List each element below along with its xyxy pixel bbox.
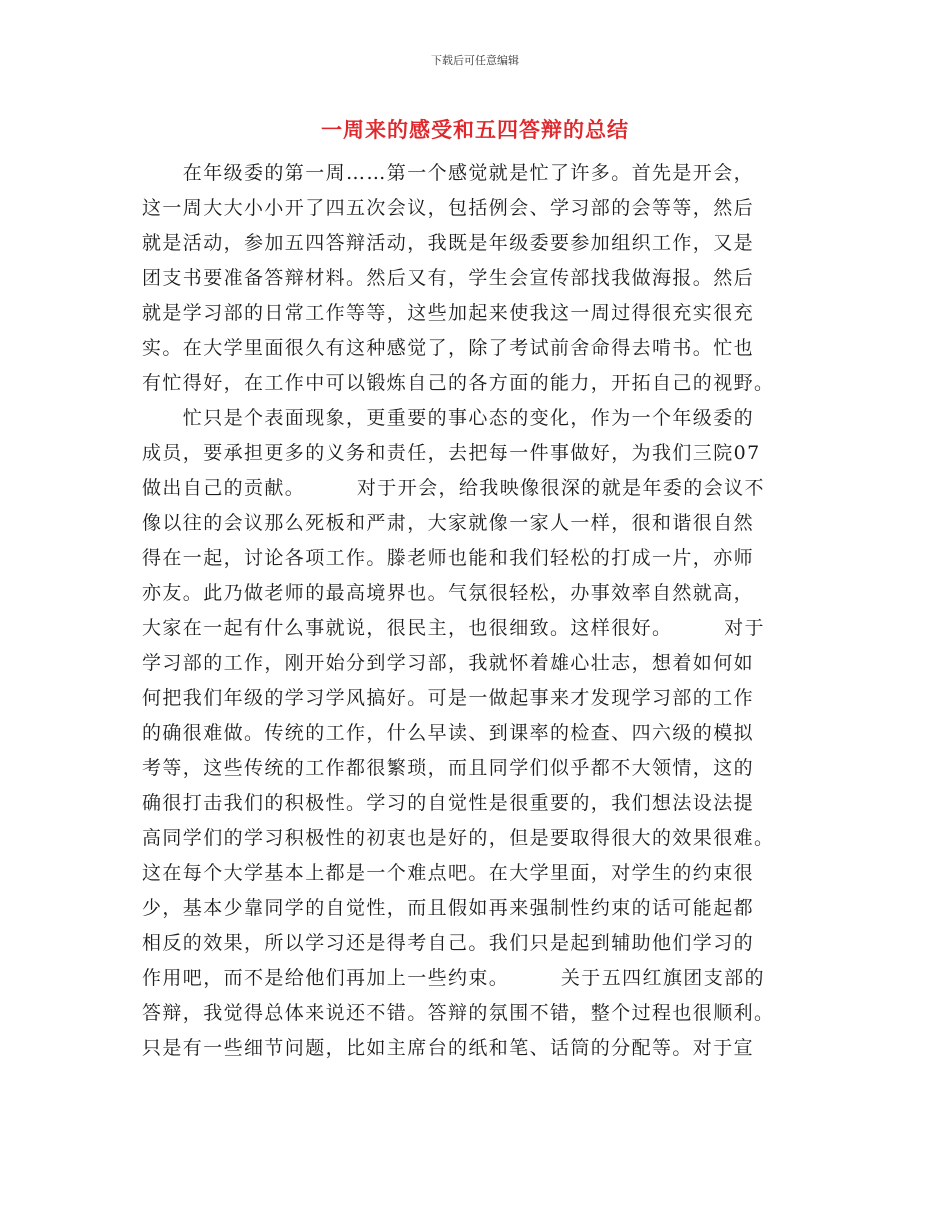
body-line: 实。在大学里面很久有这种感觉了，除了考试前舍命得去啃书。忙也	[142, 337, 755, 359]
body-line: 高同学们的学习积极性的初衷也是好的，但是要取得很大的效果很难。	[142, 827, 775, 849]
body-line: 像以往的会议那么死板和严肃，大家就像一家人一样，很和谐很自然	[142, 512, 755, 534]
body-line: 有忙得好，在工作中可以锻炼自己的各方面的能力，开拓自己的视野。	[142, 372, 775, 394]
body-line: 在年级委的第一周……第一个感觉就是忙了许多。首先是开会，	[142, 162, 755, 184]
body-line: 这一周大大小小开了四五次会议，包括例会、学习部的会等等，然后	[142, 197, 755, 219]
body-line: 相反的效果，所以学习还是得考自己。我们只是起到辅助他们学习的	[142, 932, 755, 954]
body-line: 做出自己的贡献。 对于开会，给我映像很深的就是年委的会议不	[142, 477, 765, 499]
body-line: 就是学习部的日常工作等等，这些加起来使我这一周过得很充实很充	[142, 302, 755, 324]
body-line: 得在一起，讨论各项工作。滕老师也能和我们轻松的打成一片，亦师	[142, 547, 755, 569]
body-line: 大家在一起有什么事就说，很民主，也很细致。这样很好。 对于	[142, 617, 765, 639]
body-line: 只是有一些细节问题，比如主席台的纸和笔、话筒的分配等。对于宣	[142, 1037, 755, 1059]
body-line: 忙只是个表面现象，更重要的事心态的变化，作为一个年级委的	[142, 407, 755, 429]
body-line: 答辩，我觉得总体来说还不错。答辩的氛围不错，整个过程也很顺利。	[142, 1002, 775, 1024]
body-line: 成员，要承担更多的义务和责任，去把每一件事做好，为我们三院07	[142, 442, 761, 464]
body-line: 考等，这些传统的工作都很繁琐，而且同学们似乎都不大领情，这的	[142, 757, 755, 779]
body-line: 学习部的工作，刚开始分到学习部，我就怀着雄心壮志，想着如何如	[142, 652, 755, 674]
body-line: 的确很难做。传统的工作，什么早读、到课率的检查、四六级的模拟	[142, 722, 755, 744]
body-line: 少，基本少靠同学的自觉性，而且假如再来强制性约束的话可能起都	[142, 897, 755, 919]
body-line: 团支书要准备答辩材料。然后又有，学生会宣传部找我做海报。然后	[142, 267, 755, 289]
document-title: 一周来的感受和五四答辩的总结	[321, 117, 629, 142]
page-header: 下载后可任意编辑	[431, 54, 519, 67]
body-line: 作用吧，而不是给他们再加上一些约束。 关于五四红旗团支部的	[142, 967, 765, 989]
body-line: 就是活动，参加五四答辩活动，我既是年级委要参加组织工作，又是	[142, 232, 755, 254]
body-line: 何把我们年级的学习学风搞好。可是一做起事来才发现学习部的工作	[142, 687, 755, 709]
body-line: 这在每个大学基本上都是一个难点吧。在大学里面，对学生的约束很	[142, 862, 755, 884]
body-line: 亦友。此乃做老师的最高境界也。气氛很轻松，办事效率自然就高，	[142, 582, 755, 604]
body-line: 确很打击我们的积极性。学习的自觉性是很重要的，我们想法设法提	[142, 792, 755, 814]
document-body	[142, 156, 808, 1066]
